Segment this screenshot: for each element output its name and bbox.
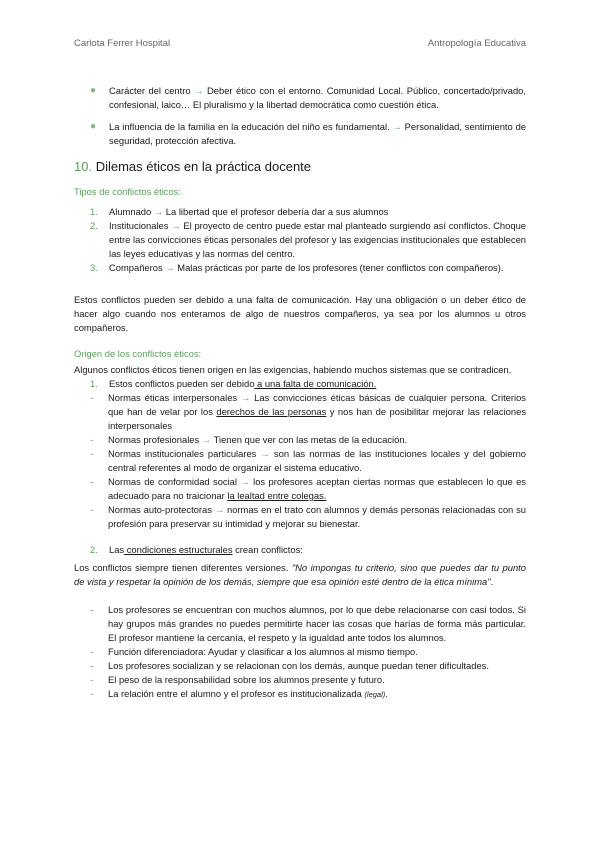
- header-subject: Antropología Educativa: [427, 38, 526, 49]
- section-number: 10.: [74, 159, 93, 174]
- arrow-icon: →: [392, 121, 402, 132]
- arrow-icon: →: [240, 392, 251, 403]
- final-list: [74, 603, 526, 702]
- origen-heading: Origen de los conflictos éticos:: [74, 348, 202, 359]
- arrow-icon: →: [153, 206, 164, 217]
- section-heading: [74, 158, 526, 176]
- list-item: 3. Compañeros → Malas prácticas por parte de los profesores (tener conflictos con compañeros).: [90, 262, 504, 273]
- list-item: - La relación entre el alumno y el profesor es institucionalizada (legal).: [90, 688, 388, 699]
- origen-list-2: [74, 543, 526, 557]
- origen-list-1: [74, 377, 526, 391]
- header-author: Carlota Ferrer Hospital: [74, 38, 171, 49]
- list-item: - El peso de la responsabilidad sobre los alumnos presente y futuro.: [90, 674, 385, 685]
- list-item: 2. Institucionales → El proyecto de centro puede estar mal planteado surgiendo así conflictos. Choque entre las convicciones éticas personales del profesor y las exigencias institucionales que establecen las leyes educativas y las normas del centro.: [90, 220, 526, 259]
- list-item: - Normas de conformidad social → los profesores aceptan ciertas normas que establecen lo que es adecuado para no traicionar la lealtad entre colegas.: [90, 476, 526, 501]
- arrow-icon: →: [171, 220, 181, 231]
- norms-list: [74, 391, 526, 531]
- list-item: 2. Las condiciones estructurales crean conflictos:: [90, 544, 303, 555]
- arrow-icon: →: [201, 434, 212, 445]
- list-item: - Función diferenciadora: Ayudar y clasificar a los alumnos al mismo tiempo.: [90, 646, 418, 657]
- paragraph-communication: Estos conflictos pueden ser debido a una falta de comunicación. Hay una obligación o un deber ético de hacer algo cuando nos enteramos de algo de nuestros compañeros, ya sea por los alumnos u otros compañeros.: [74, 294, 526, 333]
- list-item: 1. Estos conflictos pueden ser debido a una falta de comunicación.: [90, 378, 377, 389]
- tipos-list: [74, 205, 526, 275]
- bullet-list: [74, 84, 526, 148]
- page-content: [74, 84, 526, 702]
- list-item: - Normas auto-protectoras → normas en el trato con alumnos y demás personas relacionadas con su profesión para preservar su intimidad y mejorar su bienestar.: [90, 504, 527, 529]
- arrow-icon: →: [260, 448, 270, 459]
- origen-intro: Algunos conflictos éticos tienen origen en las exigencias, habiendo muchos sistemas que se contradicen.: [74, 364, 512, 375]
- arrow-icon: →: [165, 262, 175, 273]
- bullet-icon: ●: [90, 85, 97, 96]
- bullet-item: ● Carácter del centro → Deber ético con el entorno. Comunidad Local. Público, concertado/privado, confesional, laico… El pluralismo y la libertad democrática como cuestión ética.: [90, 85, 526, 110]
- list-item: - Normas éticas interpersonales → Las convicciones éticas básicas de cualquier persona. Criterios que han de velar por los derechos de las personas y nos han de posibilitar mejorar las relaciones interpersonales: [90, 392, 527, 431]
- arrow-icon: →: [214, 504, 225, 515]
- list-item: 1. Alumnado → La libertad que el profesor debería dar a sus alumnos: [90, 206, 389, 217]
- bullet-item: ● La influencia de la familia en la educación del niño es fundamental. → Personalidad, sentimiento de seguridad, protección afectiva.: [90, 121, 526, 146]
- paragraph-versions: Los conflictos siempre tienen diferentes versiones. "No impongas tu criterio, sino que puedes dar tu punto de vista y respetar la opinión de los demás, siempre que esa opinión esté dentro de la ética mínima".: [74, 562, 526, 587]
- arrow-icon: →: [240, 476, 250, 487]
- page-header: [74, 38, 526, 52]
- bullet-icon: ●: [90, 121, 97, 132]
- section-title: Dilemas éticos en la práctica docente: [92, 159, 312, 174]
- list-item: - Los profesores socializan y se relacionan con los demás, aunque puedan tener dificultades.: [90, 660, 489, 671]
- list-item: - Normas institucionales particulares → son las normas de las instituciones locales y del gobierno central referentes al modo de organizar el sistema educativo.: [90, 448, 526, 473]
- list-item: - Normas profesionales → Tienen que ver con las metas de la educación.: [90, 434, 408, 445]
- tipos-heading: Tipos de conflictos éticos:: [74, 186, 181, 197]
- arrow-icon: →: [194, 85, 204, 96]
- list-item: - Los profesores se encuentran con muchos alumnos, por lo que debe relacionarse con casi todos. Si hay grupos más grandes no puedes permitirte hacer las cosas que harías de forma más particular. El profesor mantiene la cercanía, el respeto y la igualdad ante todos los alumnos.: [90, 604, 526, 643]
